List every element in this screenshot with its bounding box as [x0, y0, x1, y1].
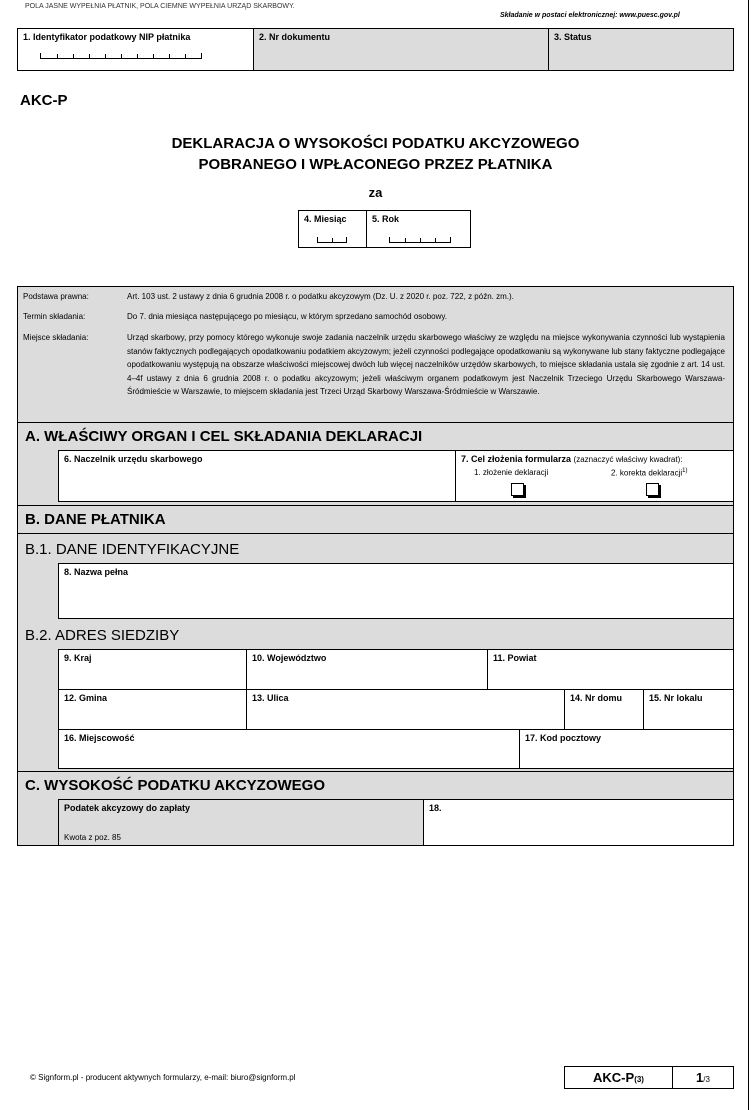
section-a-header — [18, 422, 733, 450]
city-label: 16. Miejscowość — [64, 733, 135, 743]
year-label: 5. Rok — [372, 214, 400, 224]
year-comb — [389, 237, 451, 243]
footer-page-total: /3 — [703, 1075, 710, 1084]
document-number-label: 2. Nr dokumentu — [259, 32, 331, 42]
purpose-label — [461, 454, 682, 464]
option-correction-checkbox[interactable] — [646, 483, 659, 496]
page-right-border — [748, 0, 749, 1110]
country-field[interactable] — [59, 650, 247, 690]
nip-comb — [40, 53, 202, 59]
apartment-number-field[interactable] — [644, 690, 734, 730]
voivodeship-field[interactable] — [247, 650, 488, 690]
tax-due-label: Podatek akcyzowy do zapłaty — [64, 803, 191, 813]
section-b1-title: B.1. DANE IDENTYFIKACYJNE — [25, 541, 240, 558]
footer-code-version: (3) — [634, 1075, 644, 1084]
footer-page-number — [673, 1067, 733, 1088]
purpose-hint: (zaznaczyć właściwy kwadrat): — [573, 455, 683, 464]
country-label: 9. Kraj — [64, 653, 92, 663]
place-value: Urząd skarbowy, przy pomocy którego wykonuje swoje zadania naczelnik urzędu skarbowego właściwy ze względu na miejsce wykonywania czynności lub wystąpienia stanów faktycznych podlegających opodatkowaniu podatkiem akcyzowym; jeżeli czynności podlegające opodatkowaniu są wykonywane lub stany faktyczne podlegające opodatkowaniu występują na obszarze właściwości miejscowej dwóch lub więcej naczelników urzędów skarbowych, to miejsce składania ustala się zgodnie z art. 14 ust. 4–4f ustawy z dnia 6 grudnia 2008 r. o podatku akcyzowym; jeżeli właściwym organem podatkowym jest Naczelnik Trzeciego Urzędu Skarbowego Warszawa-Śródmieście w Warszawie, to miejscem składania jest Trzeci Urząd Skarbowy Warszawa-Śródmieście w Warszawie. — [127, 333, 725, 396]
county-field[interactable] — [488, 650, 734, 690]
tax-office-label: 6. Naczelnik urzędu skarbowego — [64, 454, 203, 464]
place-key: Miejsce składania: — [23, 333, 89, 342]
section-b-header — [18, 505, 733, 533]
footer-form-code-box — [564, 1066, 734, 1089]
month-comb — [317, 237, 347, 243]
full-name-label: 8. Nazwa pełna — [64, 567, 129, 577]
deadline-key: Termin składania: — [23, 312, 86, 321]
street-field[interactable] — [247, 690, 565, 730]
footer-form-code — [565, 1067, 673, 1088]
section-b2-title: B.2. ADRES SIEDZIBY — [25, 627, 180, 644]
deadline-row — [18, 310, 733, 323]
commune-field[interactable] — [59, 690, 247, 730]
commune-label: 12. Gmina — [64, 693, 108, 703]
county-label: 11. Powiat — [493, 653, 537, 663]
period-za: za — [368, 185, 383, 200]
section-b1-header — [18, 533, 733, 563]
month-label: 4. Miesiąc — [304, 214, 347, 224]
purpose-field — [455, 450, 733, 502]
city-field[interactable] — [59, 730, 520, 768]
document-number-field — [254, 29, 549, 70]
option-correction-footnote: 1) — [682, 468, 688, 474]
nip-field[interactable] — [18, 29, 254, 70]
form-body — [17, 286, 734, 846]
house-number-field[interactable] — [565, 690, 644, 730]
option-correction-text: 2. korekta deklaracji — [611, 468, 683, 478]
year-field[interactable] — [367, 211, 470, 247]
form-title — [17, 133, 734, 175]
apartment-number-label: 15. Nr lokalu — [649, 693, 703, 703]
footer-code-text: AKC-P — [593, 1070, 635, 1085]
tax-due-field[interactable] — [424, 799, 733, 845]
place-row — [18, 331, 733, 413]
tax-due-field-label: 18. — [429, 803, 442, 813]
legal-basis-key: Podstawa prawna: — [23, 292, 89, 301]
status-field — [549, 29, 733, 70]
nip-label: 1. Identyfikator podatkowy NIP płatnika — [23, 32, 191, 42]
legal-basis-row — [18, 290, 733, 303]
footer-producer: © Signform.pl - producent aktywnych formularzy, e-mail: biuro@signform.pl — [30, 1073, 296, 1082]
top-fields-row — [17, 28, 734, 71]
full-name-field[interactable] — [58, 563, 733, 619]
option-submission-checkbox[interactable] — [511, 483, 524, 496]
tax-office-field[interactable] — [58, 450, 455, 502]
period-box — [298, 210, 471, 248]
option-correction-label — [611, 468, 688, 478]
electronic-submission-note: Składanie w postaci elektronicznej: www.puesc.gov.pl — [500, 12, 680, 19]
house-number-label: 14. Nr domu — [570, 693, 623, 703]
status-label: 3. Status — [554, 32, 592, 42]
section-c-title: C. WYSOKOŚĆ PODATKU AKCYZOWEGO — [25, 777, 325, 794]
section-b-title: B. DANE PŁATNIKA — [25, 511, 166, 528]
deadline-value: Do 7. dnia miesiąca następującego po miesiącu, w którym sprzedano samochód osobowy. — [127, 312, 448, 321]
postal-code-field[interactable] — [520, 730, 734, 768]
option-submission-label: 1. złożenie deklaracji — [474, 468, 549, 477]
header-note: POLA JASNE WYPEŁNIA PŁATNIK, POLA CIEMNE WYPEŁNIA URZĄD SKARBOWY. — [25, 3, 295, 10]
form-code: AKC-P — [20, 92, 68, 109]
street-label: 13. Ulica — [252, 693, 289, 703]
footer-page-current: 1 — [696, 1070, 704, 1085]
address-grid — [58, 649, 733, 769]
form-title-line1: DEKLARACJA O WYSOKOŚCI PODATKU AKCYZOWEGO — [171, 135, 580, 152]
section-c-header — [18, 771, 733, 799]
voivodeship-label: 10. Województwo — [252, 653, 327, 663]
purpose-title: 7. Cel złożenia formularza — [461, 454, 572, 464]
legal-basis-value: Art. 103 ust. 2 ustawy z dnia 6 grudnia 2008 r. o podatku akcyzowym (Dz. U. z 2020 r. poz. 722, z późn. zm.). — [127, 292, 514, 301]
section-a-title: A. WŁAŚCIWY ORGAN I CEL SKŁADANIA DEKLARACJI — [25, 428, 423, 445]
month-field[interactable] — [299, 211, 367, 247]
tax-due-hint: Kwota z poz. 85 — [64, 833, 121, 842]
tax-due-label-cell — [58, 799, 424, 845]
form-title-line2: POBRANEGO I WPŁACONEGO PRZEZ PŁATNIKA — [198, 156, 553, 173]
section-b2-header — [18, 621, 733, 651]
postal-code-label: 17. Kod pocztowy — [525, 733, 602, 743]
